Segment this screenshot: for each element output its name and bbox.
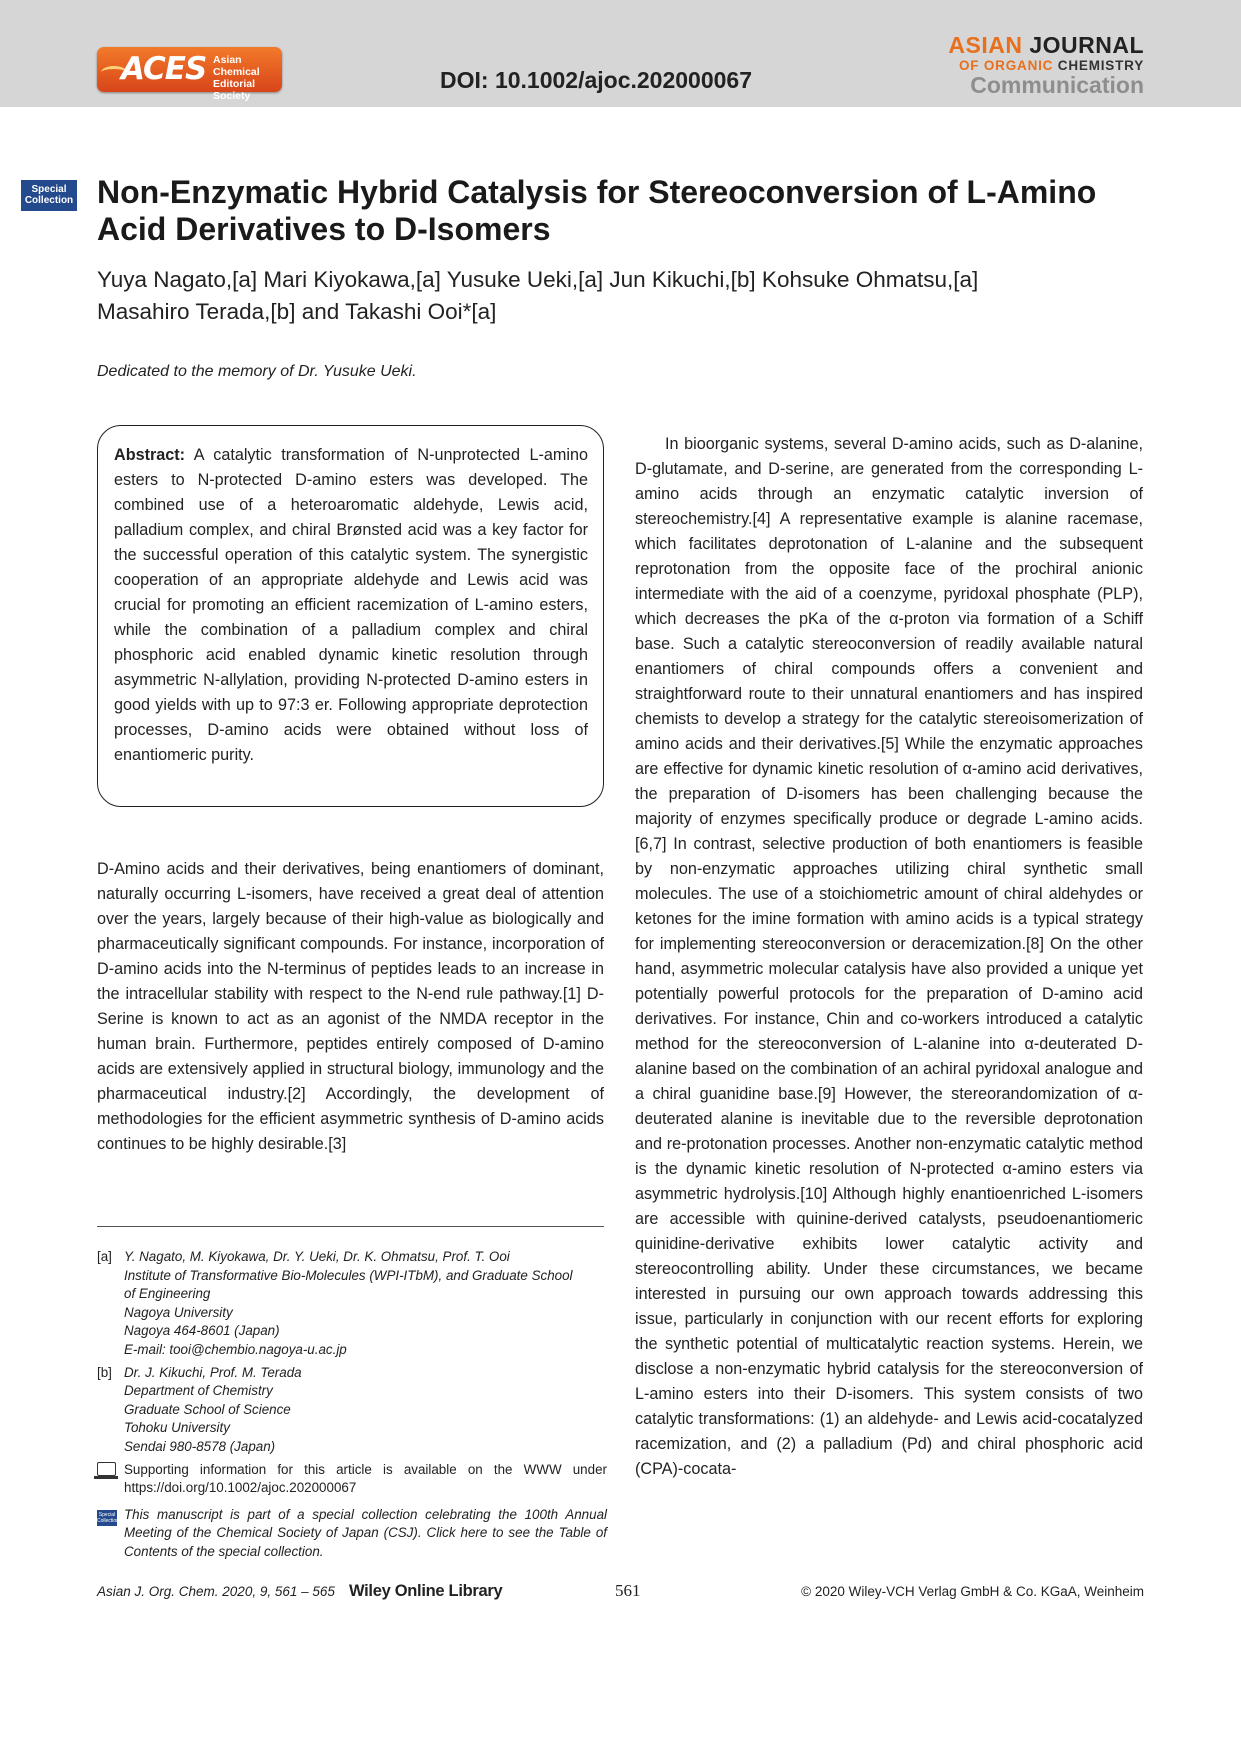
article-title xyxy=(97,174,1117,248)
title-line1: Non-Enzymatic Hybrid Catalysis for Stereoconversion of L-Amino xyxy=(97,174,1097,210)
journal-name-journal: JOURNAL xyxy=(1029,32,1144,58)
supporting-info-note[interactable] xyxy=(97,1461,607,1498)
author-list xyxy=(97,264,1147,328)
badge-line2: Collection xyxy=(24,195,74,206)
affiliation-b xyxy=(97,1364,607,1457)
aces-logo[interactable] xyxy=(97,47,282,102)
journal-name-chemistry: CHEMISTRY xyxy=(1057,58,1144,73)
doi-link[interactable]: DOI: 10.1002/ajoc.202000067 xyxy=(440,67,753,93)
affiliation-b-line: Sendai 980-8578 (Japan) xyxy=(124,1438,276,1454)
affiliation-a-label: [a] xyxy=(97,1249,112,1264)
journal-name-organic: ORGANIC xyxy=(983,58,1054,73)
affiliation-a-line: Y. Nagato, M. Kiyokawa, Dr. Y. Ueki, Dr. K. Ohmatsu, Prof. T. Ooi xyxy=(124,1249,510,1264)
special-collection-text[interactable]: This manuscript is part of a special collection celebrating the 100th Annual Meeting of the Chemical Society of Japan (CSJ). Click here to see the Table of Contents of the special collection. xyxy=(124,1506,607,1559)
badge-line1: Special xyxy=(31,184,67,195)
aces-logo-text: ACES xyxy=(121,51,207,87)
abstract-label: Abstract: xyxy=(114,446,186,464)
affiliation-a-line: Institute of Transformative Bio-Molecules (WPI-ITbM), and Graduate School xyxy=(124,1267,573,1283)
citation: Asian J. Org. Chem. 2020, 9, 561 – 565 xyxy=(97,1584,335,1599)
special-collection-note[interactable] xyxy=(97,1506,607,1562)
abstract-text: A catalytic transformation of N-unprotected L-amino esters to N-protected D-amino esters was developed. The combined use of a heteroaromatic aldehyde, Lewis acid, palladium complex, and chiral Brønsted acid was a key factor for the successful operation of this catalytic system. The synergistic cooperation of an appropriate aldehyde and Lewis acid was crucial for promoting an efficient racemization of L-amino esters, while the combination of a palladium complex and chiral phosphoric acid enabled dynamic kinetic resolution through asymmetric N-allylation, providing N-protected D-amino esters in good yields with up to 97:3 er. Following appropriate deprotection processes, D-amino acids were obtained without loss of enantiomeric purity. xyxy=(114,446,589,764)
affiliation-a xyxy=(97,1248,607,1360)
wiley-online-library-link[interactable]: Wiley Online Library xyxy=(349,1582,503,1600)
page-header xyxy=(0,0,1241,107)
body-column-right xyxy=(635,432,1143,1482)
article-type: Communication xyxy=(970,72,1144,98)
affiliation-a-line: of Engineering xyxy=(124,1286,211,1302)
affiliation-a-line: Nagoya University xyxy=(124,1304,233,1320)
special-collection-badge[interactable] xyxy=(21,180,77,211)
affiliations xyxy=(97,1248,607,1562)
abstract-box xyxy=(97,425,604,807)
aces-logo-subtitle: Asian Chemical Editorial Society xyxy=(213,54,260,102)
title-line2: Acid Derivatives to D-Isomers xyxy=(97,211,551,247)
supporting-info-text[interactable]: Supporting information for this article is available on the WWW under https://doi.org/10.1002/ajoc.202000067 xyxy=(124,1461,607,1496)
affiliation-a-line: Nagoya 464-8601 (Japan) xyxy=(124,1323,280,1339)
body-column-left xyxy=(97,857,604,1157)
journal-name-of: OF xyxy=(958,58,980,73)
authors-line2: Masahiro Terada,[b] and Takashi Ooi*[a] xyxy=(97,299,497,324)
affiliation-b-line: Graduate School of Science xyxy=(124,1401,291,1417)
body-paragraph: In bioorganic systems, several D-amino acids, such as D-alanine, D-glutamate, and D-serine, are generated from the corresponding L-amino acids through an enzymatic catalytic inversion of stereochemistry.[4] A representative example is alanine racemase, which facilitates deprotonation of L-alanine and the subsequent reprotonation from the opposite face of the prochiral anionic intermediate with the aid of a coenzyme, pyridoxal phosphate (PLP), which decreases the pKa of the α-proton via formation of a Schiff base. Such a catalytic stereoconversion of readily available natural enantiomers of chiral compounds offers a convenient and straightforward route to their unnatural enantiomers and has inspired chemists to develop a strategy for the catalytic stereoisomerization of amino acids and their derivatives.[5] While the enzymatic approaches are effective for dynamic kinetic resolution of α-amino acid derivatives, the preparation of D-isomers has been challenging because the majority of enzymes specifically produce or degrade L-amino acids.[6,7] In contrast, selective production of both enantiomers is feasible by non-enzymatic approaches utilizing chiral synthetic small molecules. The use of a stoichiometric amount of chiral aldehydes or ketones for the imine formation with amino acids is a typical strategy for implementing stereoconversion or deracemization.[8] On the other hand, asymmetric molecular catalysis have also provided a unique yet potentially powerful protocols for the preparation of D-amino acid derivatives. For instance, Chin and co-workers introduced a catalytic method for the stereoconversion of L-alanine into α-deuterated D-alanine based on the combination of an achiral pyridoxal analogue and a chiral guanidine base.[9] However, the stereorandomization of α-deuterated alanine is inevitable due to the reversible deprotonation and re-protonation processes. Another non-enzymatic catalytic method is the dynamic kinetic resolution of N-protected α-amino esters via asymmetric hydrolysis.[10] Although highly enantioenriched L-isomers are accessible with quinine-derived catalysts, pseudoenantiomeric quinidine-derivative exhibits lower catalytic activity and stereocontrolling ability. Under these circumstances, we became interested in pursuing our own approach towards addressing this issue, particularly in conjunction with our recent efforts for exploring the synthetic potential of multicatalytic reaction systems. Herein, we disclose a non-enzymatic hybrid catalysis for the stereoconversion of L-amino esters into their D-isomers. This system consists of two catalytic transformations: (1) an aldehyde- and Lewis acid-cocatalyzed racemization, and (2) a palladium (Pd) and chiral phosphoric acid (CPA)-cocata- xyxy=(635,435,1143,1478)
affiliation-b-label: [b] xyxy=(97,1364,112,1380)
journal-logo xyxy=(948,33,1144,96)
dedication: Dedicated to the memory of Dr. Yusuke Ueki. xyxy=(97,363,417,380)
footnote-divider xyxy=(97,1226,604,1227)
computer-icon xyxy=(97,1462,116,1476)
page-number: 561 xyxy=(615,1581,641,1600)
intro-paragraph: D-Amino acids and their derivatives, being enantiomers of dominant, naturally occurring L-isomers, have received a great deal of attention over the years, largely because of their high-value as biologically and pharmaceutically significant compounds. For instance, incorporation of D-amino acids into the N-terminus of peptides leads to an increase in the intracellular stability with respect to the N-end rule pathway.[1] D-Serine is known to act as an agonist of the NMDA receptor in the human brain. Furthermore, peptides entirely composed of D-amino acids are extensively applied in structural biology, immunology and the pharmaceutical industry.[2] Accordingly, the development of methodologies for the efficient asymmetric synthesis of D-amino acids continues to be highly desirable.[3] xyxy=(97,860,604,1153)
affiliation-email[interactable]: E-mail: tooi@chembio.nagoya-u.ac.jp xyxy=(124,1341,347,1357)
journal-name-asian: ASIAN xyxy=(948,32,1023,58)
copyright: © 2020 Wiley-VCH Verlag GmbH & Co. KGaA, Weinheim xyxy=(801,1584,1144,1599)
authors-line1: Yuya Nagato,[a] Mari Kiyokawa,[a] Yusuke Ueki,[a] Jun Kikuchi,[b] Kohsuke Ohmatsu,[a] xyxy=(97,267,979,292)
affiliation-b-line: Tohoku University xyxy=(124,1420,230,1436)
special-collection-icon: Special Collection xyxy=(97,1511,119,1524)
affiliation-b-line: Department of Chemistry xyxy=(124,1383,273,1399)
affiliation-b-line: Dr. J. Kikuchi, Prof. M. Terada xyxy=(124,1364,302,1380)
